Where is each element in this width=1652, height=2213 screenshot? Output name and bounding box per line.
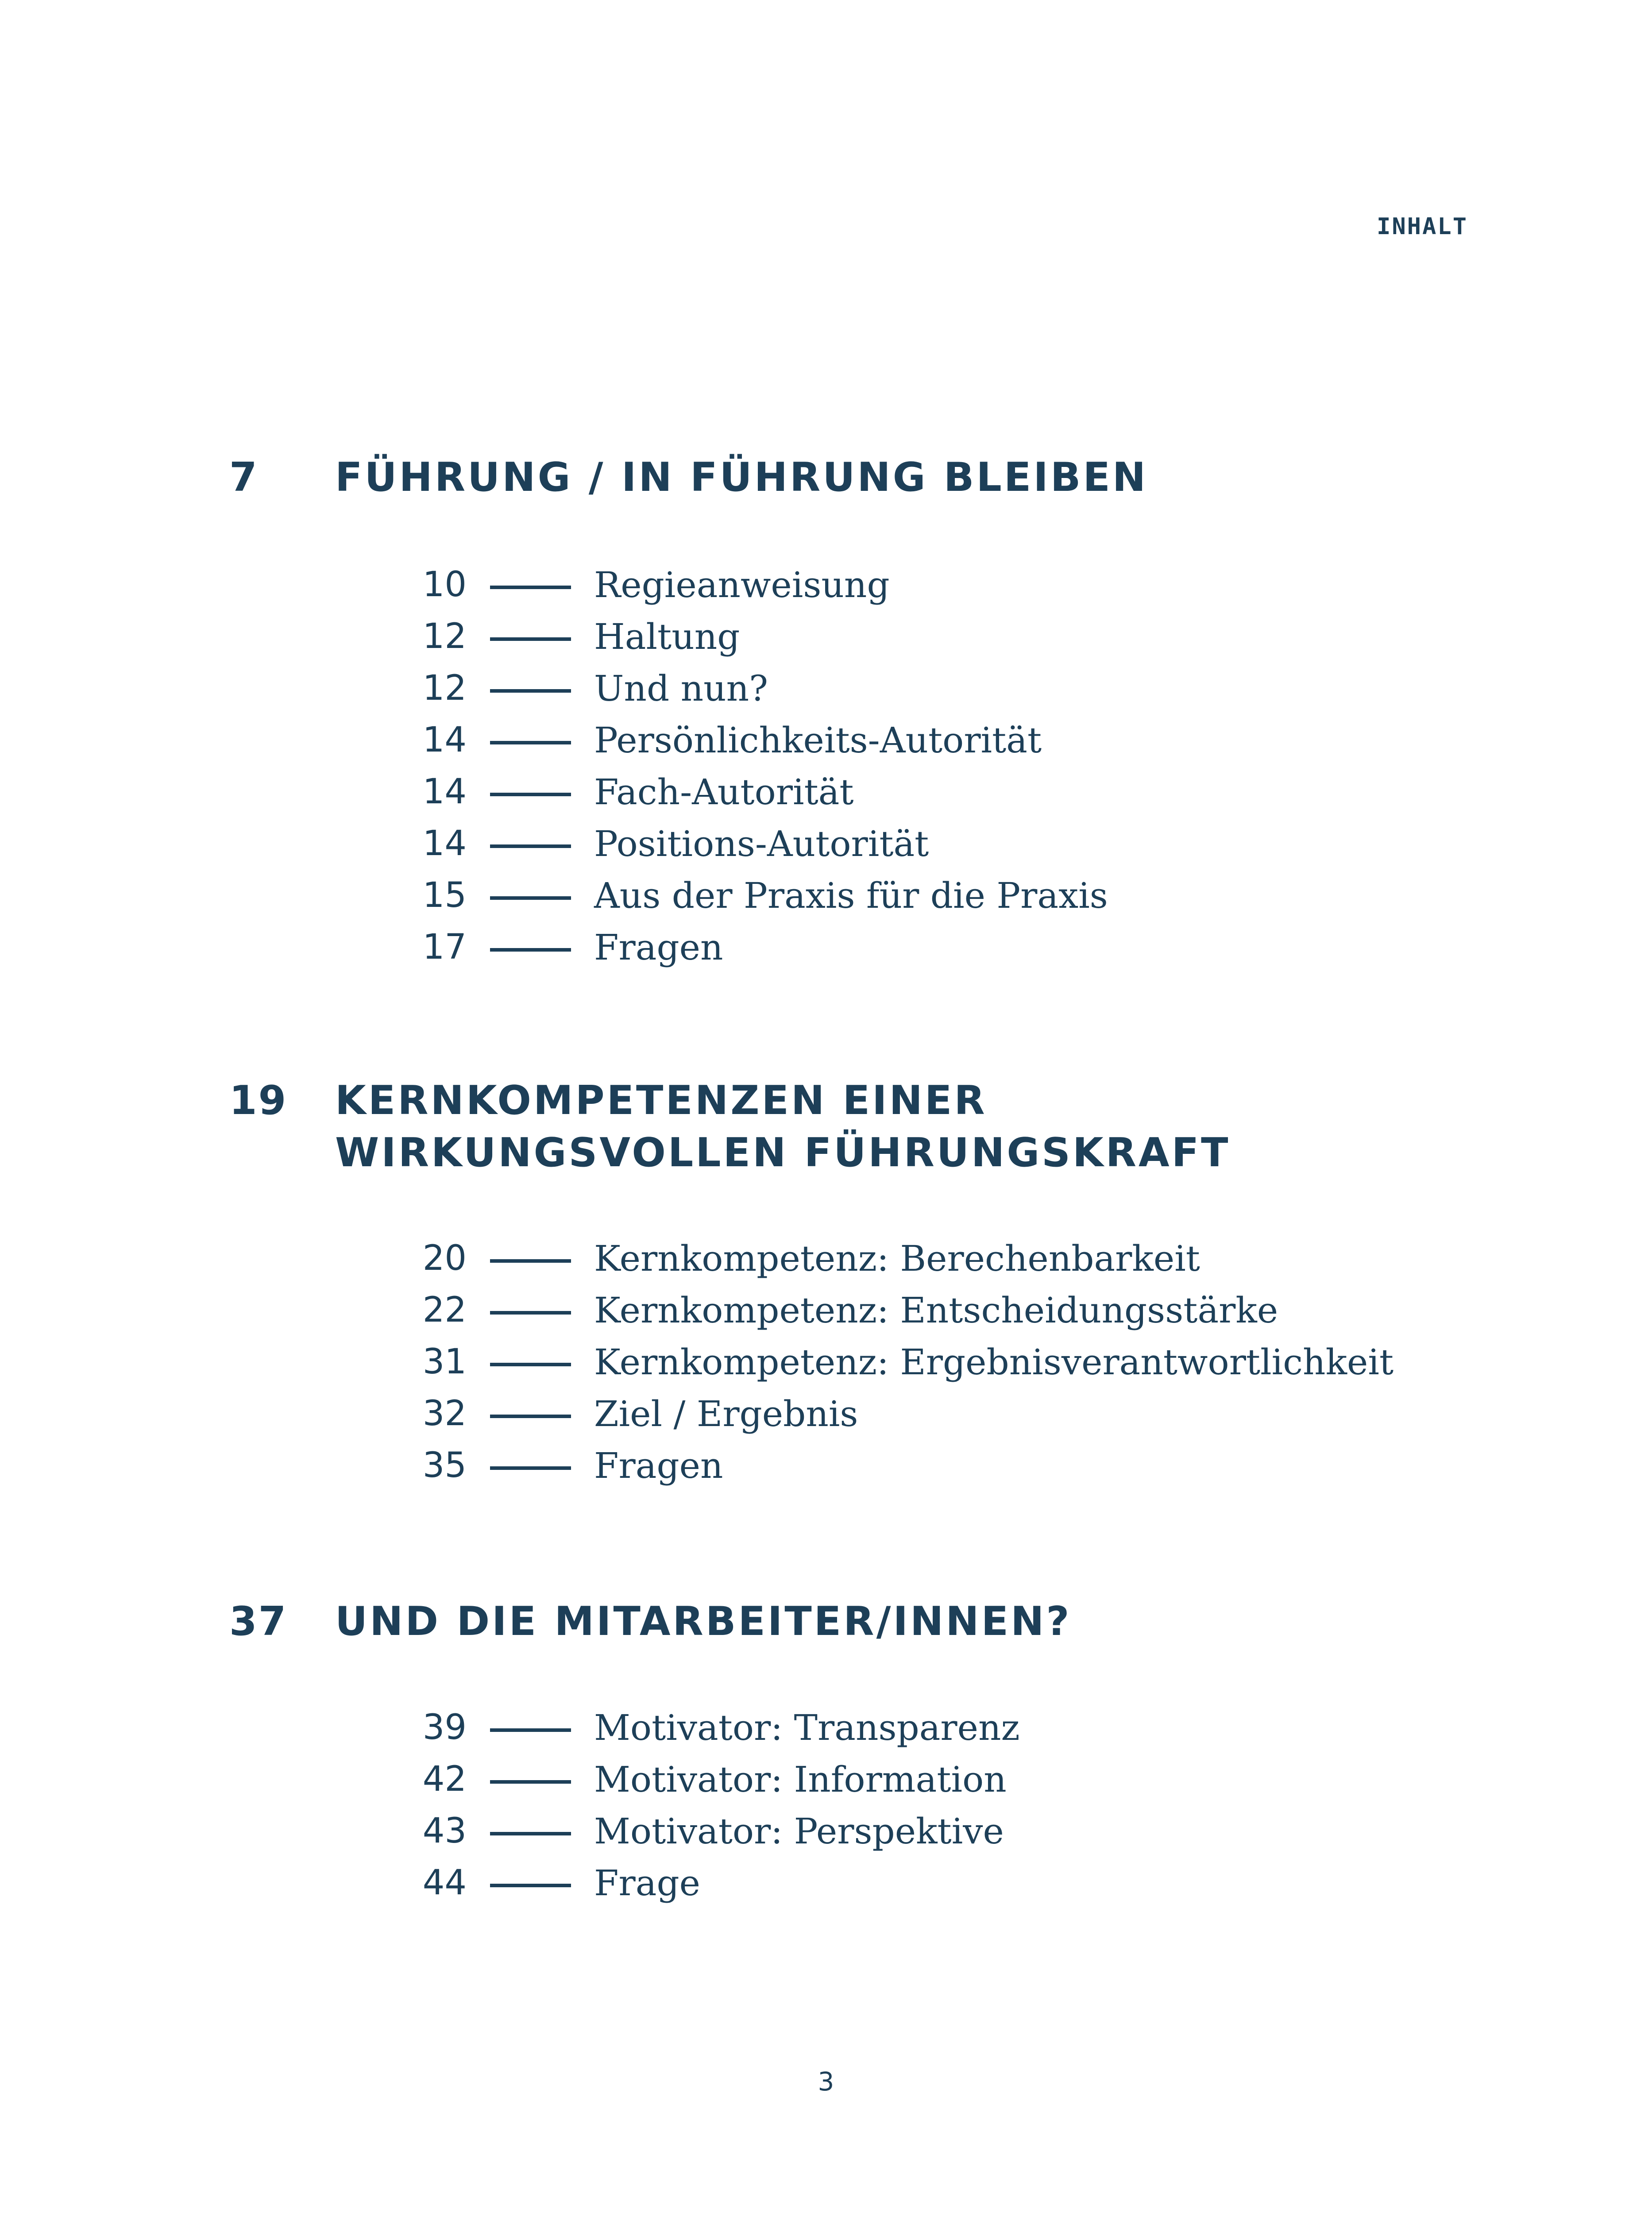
entry-title: Aus der Praxis für die Praxis [594, 875, 1108, 916]
dash-leader [490, 1311, 571, 1315]
toc-entry[interactable] [0, 1233, 1652, 1284]
entry-page-number: 10 [422, 565, 467, 605]
entry-page-number: 32 [422, 1394, 467, 1434]
entry-page-number: 42 [422, 1759, 467, 1799]
running-head: INHALT [1377, 213, 1468, 240]
toc-entry[interactable] [0, 559, 1652, 611]
dash-leader [490, 844, 571, 848]
dash-leader [490, 793, 571, 796]
toc-entry[interactable] [0, 1388, 1652, 1440]
entry-page-number: 22 [422, 1290, 467, 1330]
toc-entry[interactable] [0, 870, 1652, 921]
entry-title: Haltung [594, 616, 740, 657]
entry-title: Fach-Autorität [594, 771, 854, 813]
dash-leader [490, 1780, 571, 1784]
entry-page-number: 14 [422, 772, 467, 812]
toc-entry[interactable] [0, 611, 1652, 663]
entry-title: Kernkompetenz: Ergebnisverantwortlichkeit [594, 1342, 1394, 1383]
section-page-number: 19 [229, 1077, 288, 1124]
entry-title: Kernkompetenz: Berechenbarkeit [594, 1238, 1200, 1279]
entry-title: Motivator: Perspektive [594, 1811, 1004, 1852]
dash-leader [490, 689, 571, 693]
toc-entry[interactable] [0, 1284, 1652, 1336]
dash-leader [490, 741, 571, 744]
entry-page-number: 14 [422, 720, 467, 760]
entry-title: Persönlichkeits-Autorität [594, 720, 1042, 761]
section-title: KERNKOMPETENZEN EINER WIRKUNGSVOLLEN FÜHRUNGSKRAFT [335, 1077, 1231, 1176]
page-number: 3 [818, 2066, 834, 2097]
dash-leader [490, 637, 571, 641]
toc-entry[interactable] [0, 714, 1652, 766]
dash-leader [490, 1259, 571, 1263]
entry-title: Positions-Autorität [594, 823, 929, 864]
entry-page-number: 12 [422, 668, 467, 708]
section-title: FÜHRUNG / IN FÜHRUNG BLEIBEN [335, 454, 1148, 501]
toc-entry[interactable] [0, 1857, 1652, 1909]
entry-page-number: 17 [422, 927, 467, 967]
entry-page-number: 43 [422, 1811, 467, 1851]
entry-title: Fragen [594, 1445, 723, 1486]
entry-title: Frage [594, 1862, 700, 1904]
dash-leader [490, 1728, 571, 1732]
dash-leader [490, 1466, 571, 1470]
entry-title: Ziel / Ergebnis [594, 1393, 858, 1434]
dash-leader [490, 1832, 571, 1835]
entry-title: Und nun? [594, 668, 768, 709]
section-page-number: 7 [229, 454, 259, 501]
dash-leader [490, 586, 571, 589]
entry-page-number: 31 [422, 1342, 467, 1382]
section-page-number: 37 [229, 1598, 288, 1645]
entry-page-number: 15 [422, 875, 467, 915]
dash-leader [490, 1884, 571, 1887]
entry-title: Fragen [594, 927, 723, 968]
toc-entry[interactable] [0, 1336, 1652, 1388]
toc-entry[interactable] [0, 1754, 1652, 1805]
entry-title: Motivator: Transparenz [594, 1707, 1020, 1748]
toc-entry[interactable] [0, 1702, 1652, 1754]
entry-title: Regieanweisung [594, 564, 890, 605]
toc-entry[interactable] [0, 766, 1652, 818]
dash-leader [490, 896, 571, 900]
dash-leader [490, 1363, 571, 1366]
entry-page-number: 12 [422, 617, 467, 656]
entry-title: Motivator: Information [594, 1759, 1007, 1800]
toc-entry[interactable] [0, 818, 1652, 870]
dash-leader [490, 1415, 571, 1418]
entry-page-number: 35 [422, 1446, 467, 1485]
entry-page-number: 14 [422, 824, 467, 864]
entry-page-number: 20 [422, 1238, 467, 1278]
section-title: UND DIE MITARBEITER/INNEN? [335, 1598, 1072, 1645]
toc-entry[interactable] [0, 1805, 1652, 1857]
dash-leader [490, 948, 571, 952]
entry-title: Kernkompetenz: Entscheidungsstärke [594, 1290, 1278, 1331]
toc-entry[interactable] [0, 1440, 1652, 1492]
toc-entry[interactable] [0, 663, 1652, 714]
entry-page-number: 44 [422, 1863, 467, 1903]
entry-page-number: 39 [422, 1708, 467, 1747]
toc-entry[interactable] [0, 921, 1652, 973]
